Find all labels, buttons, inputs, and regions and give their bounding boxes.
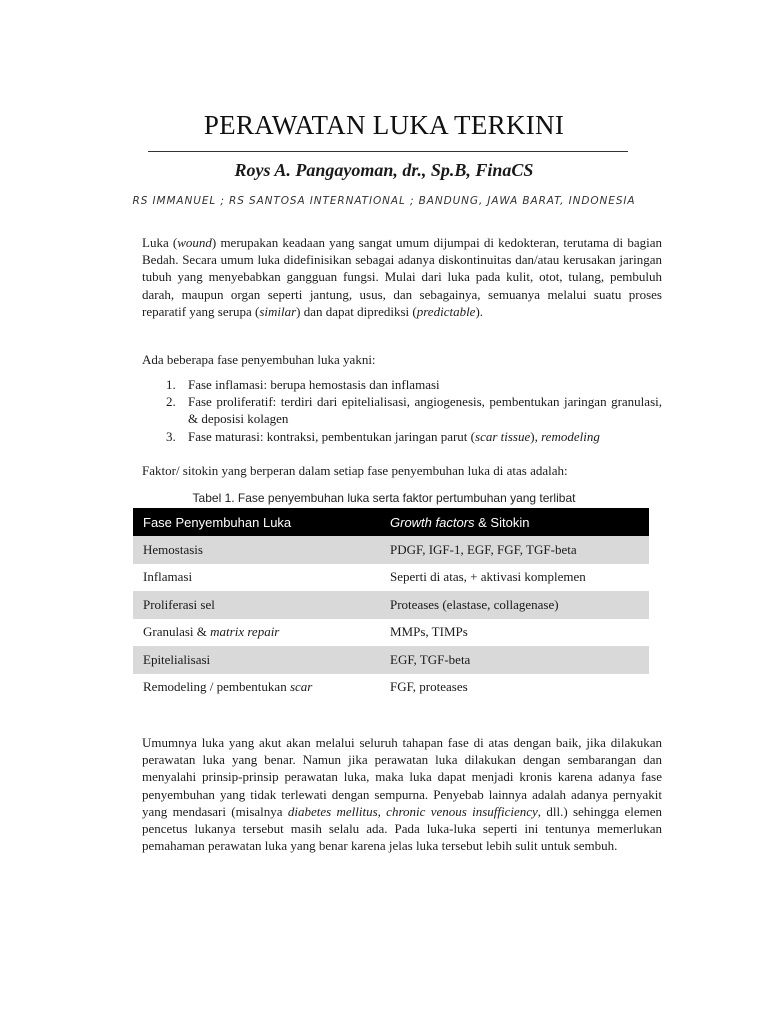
header-factors-em: Growth factors bbox=[390, 514, 475, 530]
cell-phase: Hemostasis bbox=[133, 536, 383, 564]
intro-term-wound: wound bbox=[177, 235, 212, 250]
table-row bbox=[133, 536, 649, 564]
cell-phase: Epitelialisasi bbox=[133, 646, 383, 674]
intro-text-3: ) dan dapat diprediksi ( bbox=[296, 303, 417, 319]
list-term-scar-tissue: scar tissue bbox=[475, 428, 531, 444]
table-row bbox=[133, 591, 649, 619]
list-number: 2. bbox=[166, 394, 176, 410]
closing-terms: diabetes mellitus, chronic venous insufficiency bbox=[287, 803, 538, 819]
intro-term-predictable: predictable bbox=[416, 303, 476, 319]
intro-paragraph bbox=[142, 234, 662, 320]
list-text: Fase proliferatif: terdiri dari epitelialisasi, angiogenesis, pembentukan jaringan granulasi, & deposisi kolagen bbox=[188, 394, 662, 427]
document-title: PERAWATAN LUKA TERKINI bbox=[203, 110, 565, 140]
cell-factors: PDGF, IGF-1, EGF, FGF, TGF-beta bbox=[383, 536, 649, 564]
list-term-remodeling: remodeling bbox=[541, 428, 600, 444]
cell-phase: Inflamasi bbox=[133, 564, 383, 592]
header-factors-rest: & Sitokin bbox=[474, 514, 530, 530]
intro-term-similar: similar bbox=[259, 303, 297, 319]
closing-text-1: Umumnya luka yang akut akan melalui seluruh tahapan fase di atas dengan baik, jika dilakukan perawatan luka yang benar. Namun jika perawatan luka dilakukan dengan sembarangan dan menyalahi prinsip-prinsip perawatan luka, maka luka dapat menjadi kronis karena adanya fase penyembuhan yang tidak terlewati dengan sempurna. Penyebab lainnya adalah adanya pernyakit yang mendasari (misalnya bbox=[142, 735, 662, 819]
table-caption: Tabel 1. Fase penyembuhan luka serta faktor pertumbuhan yang terlibat bbox=[192, 491, 576, 505]
affiliation-line: RS IMMANUEL ; RS SANTOSA INTERNATIONAL ; BANDUNG, JAWA BARAT, INDONESIA bbox=[132, 195, 636, 207]
cell-phase-text: Remodeling / pembentukan bbox=[143, 679, 290, 695]
list-number: 1. bbox=[166, 377, 176, 392]
phases-list bbox=[142, 376, 662, 445]
author-line: Roys A. Pangayoman, dr., Sp.B, FinaCS bbox=[234, 160, 534, 180]
list-item bbox=[142, 376, 662, 393]
list-text: Fase inflamasi: berupa hemostasis dan inflamasi bbox=[188, 377, 440, 392]
title-rule bbox=[148, 151, 628, 152]
table-row bbox=[133, 674, 649, 702]
intro-text-2: ) merupakan keadaan yang sangat umum dijumpai di kedokteran, terutama di bagian Bedah. Secara umum luka didefinisikan sebagai adanya diskontinuitas dan/atau kerusakan jaringan tubuh yang menyebabkan gangguan fungsi. Mulai dari luka pada kulit, otot, tulang, pembuluh darah, maupun organ seperti jantung, usus, dan sebagainya, semuanya melalui suatu proses reparatif yang serupa ( bbox=[142, 235, 663, 319]
cell-factors: Proteases (elastase, collagenase) bbox=[383, 591, 649, 619]
cell-phase bbox=[133, 674, 383, 702]
list-item bbox=[142, 393, 662, 427]
table-row bbox=[133, 564, 649, 592]
cell-factors: Seperti di atas, + aktivasi komplemen bbox=[383, 564, 649, 592]
healing-factors-table bbox=[133, 508, 649, 701]
closing-text-2: , dll.) sehingga elemen pencetus lukanya tersebut masih selalu ada. Pada luka-luka seperti ini tentunya memerlukan pemahaman perawatan luka yang benar karena jelas luka tersebut lebih sulit untuk sembuh. bbox=[142, 803, 662, 854]
closing-paragraph bbox=[142, 734, 662, 854]
list-item bbox=[142, 428, 662, 445]
header-factors bbox=[383, 508, 649, 536]
cell-phase-em: matrix repair bbox=[210, 624, 280, 640]
table-row bbox=[133, 646, 649, 674]
factors-intro: Faktor/ sitokin yang berperan dalam setiap fase penyembuhan luka di atas adalah: bbox=[142, 463, 568, 478]
list-text: ), bbox=[530, 428, 542, 444]
cell-phase-text: Granulasi & bbox=[143, 624, 211, 640]
cell-factors: MMPs, TIMPs bbox=[383, 619, 649, 647]
cell-phase bbox=[133, 619, 383, 647]
intro-text-4: ). bbox=[475, 303, 484, 319]
list-text: Fase maturasi: kontraksi, pembentukan jaringan parut ( bbox=[188, 428, 476, 444]
list-number: 3. bbox=[166, 428, 176, 444]
table-header-row bbox=[133, 508, 649, 536]
cell-phase: Proliferasi sel bbox=[133, 591, 383, 619]
intro-text-1: Luka ( bbox=[142, 235, 178, 250]
table-row bbox=[133, 619, 649, 647]
phases-intro: Ada beberapa fase penyembuhan luka yakni: bbox=[142, 352, 376, 367]
cell-phase-em: scar bbox=[289, 679, 313, 695]
header-phase: Fase Penyembuhan Luka bbox=[133, 508, 383, 536]
cell-factors: FGF, proteases bbox=[383, 674, 649, 702]
cell-factors: EGF, TGF-beta bbox=[383, 646, 649, 674]
